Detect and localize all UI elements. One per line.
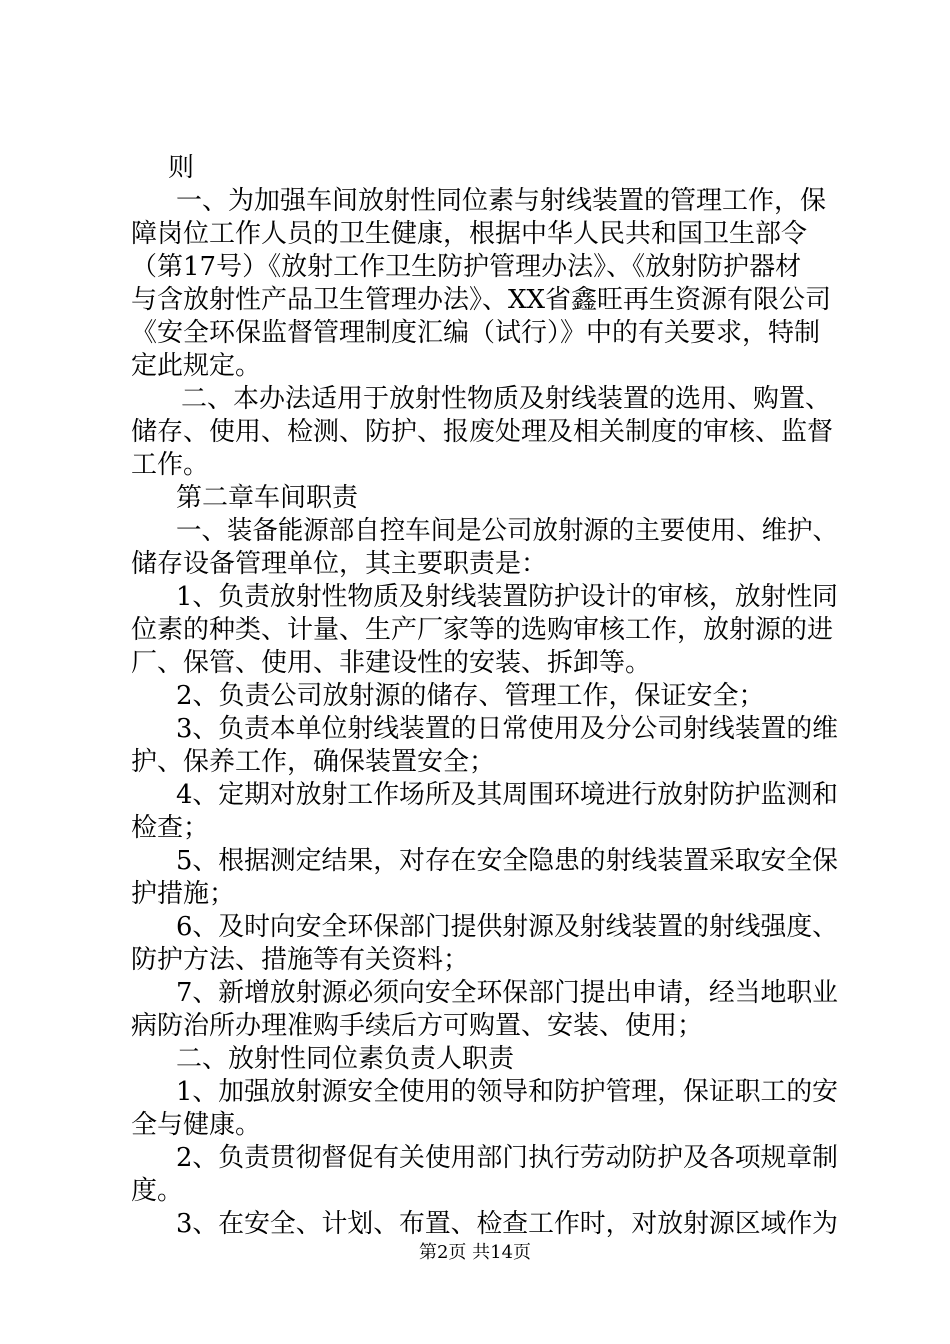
text-line-content: 定此规定。	[131, 351, 262, 381]
text-line-content: 检查；	[131, 813, 210, 843]
text-line-content: 1、负责放射性物质及射线装置防护设计的审核，放射性同	[176, 582, 839, 612]
text-line-content: 3、在安全、计划、布置、检查工作时，对放射源区域作为	[176, 1209, 839, 1239]
text-line-content: 度。	[131, 1176, 184, 1206]
text-line-content: 则	[168, 153, 195, 183]
text-line-content: 3、负责本单位射线装置的日常使用及分公司射线装置的维	[176, 714, 839, 744]
text-line-content: 4、定期对放射工作场所及其周围环境进行放射防护监测和	[176, 780, 839, 810]
text-line-content: 防护方法、措施等有关资料；	[131, 945, 470, 975]
text-line-content: 6、及时向安全环保部门提供射源及射线装置的射线强度、	[176, 912, 839, 942]
text-line-content: 一、为加强车间放射性同位素与射线装置的管理工作，保	[176, 186, 827, 216]
text-line-content: 护、保养工作，确保装置安全；	[131, 747, 496, 777]
text-line-content: 二、放射性同位素负责人职责	[176, 1044, 515, 1074]
text-line-content: 厂、保管、使用、非建设性的安装、拆卸等。	[131, 648, 652, 678]
text-line-content: 5、根据测定结果，对存在安全隐患的射线装置采取安全保	[176, 846, 839, 876]
text-line-content: 第二章车间职责	[176, 483, 359, 513]
text-line-content: 《安全环保监督管理制度汇编（试行）》中的有关要求，特制	[131, 318, 821, 348]
text-line-content: 病防治所办理准购手续后方可购置、安装、使用；	[131, 1011, 704, 1041]
text-line-content: （第17号）《放射工作卫生防护管理办法》、《放射防护器材	[131, 252, 802, 282]
text-line-content: 1、加强放射源安全使用的领导和防护管理，保证职工的安	[176, 1077, 839, 1107]
text-line-content: 2、负责公司放射源的储存、管理工作，保证安全；	[176, 681, 765, 711]
text-line-content: 工作。	[131, 450, 210, 480]
text-line-content: 全与健康。	[131, 1110, 262, 1140]
text-line-content: 7、新增放射源必须向安全环保部门提出申请，经当地职业	[176, 978, 839, 1008]
text-line-content: 二、本办法适用于放射性物质及射线装置的选用、购置、	[181, 384, 832, 414]
text-line-content: 与含放射性产品卫生管理办法》、XX省鑫旺再生资源有限公司	[131, 285, 832, 315]
text-line-content: 2、负责贯彻督促有关使用部门执行劳动防护及各项规章制	[176, 1143, 839, 1173]
text-line-content: 障岗位工作人员的卫生健康，根据中华人民共和国卫生部令	[131, 219, 808, 249]
page-footer: 第2页 共14页	[418, 1242, 532, 1263]
text-line-content: 护措施；	[131, 879, 236, 909]
text-line-content: 一、装备能源部自控车间是公司放射源的主要使用、维护、	[176, 516, 839, 546]
text-line-content: 储存、使用、检测、防护、报废处理及相关制度的审核、监督	[131, 417, 834, 447]
text-line-content: 储存设备管理单位，其主要职责是：	[131, 549, 548, 579]
text-line-content: 位素的种类、计量、生产厂家等的选购审核工作，放射源的进	[131, 615, 834, 645]
